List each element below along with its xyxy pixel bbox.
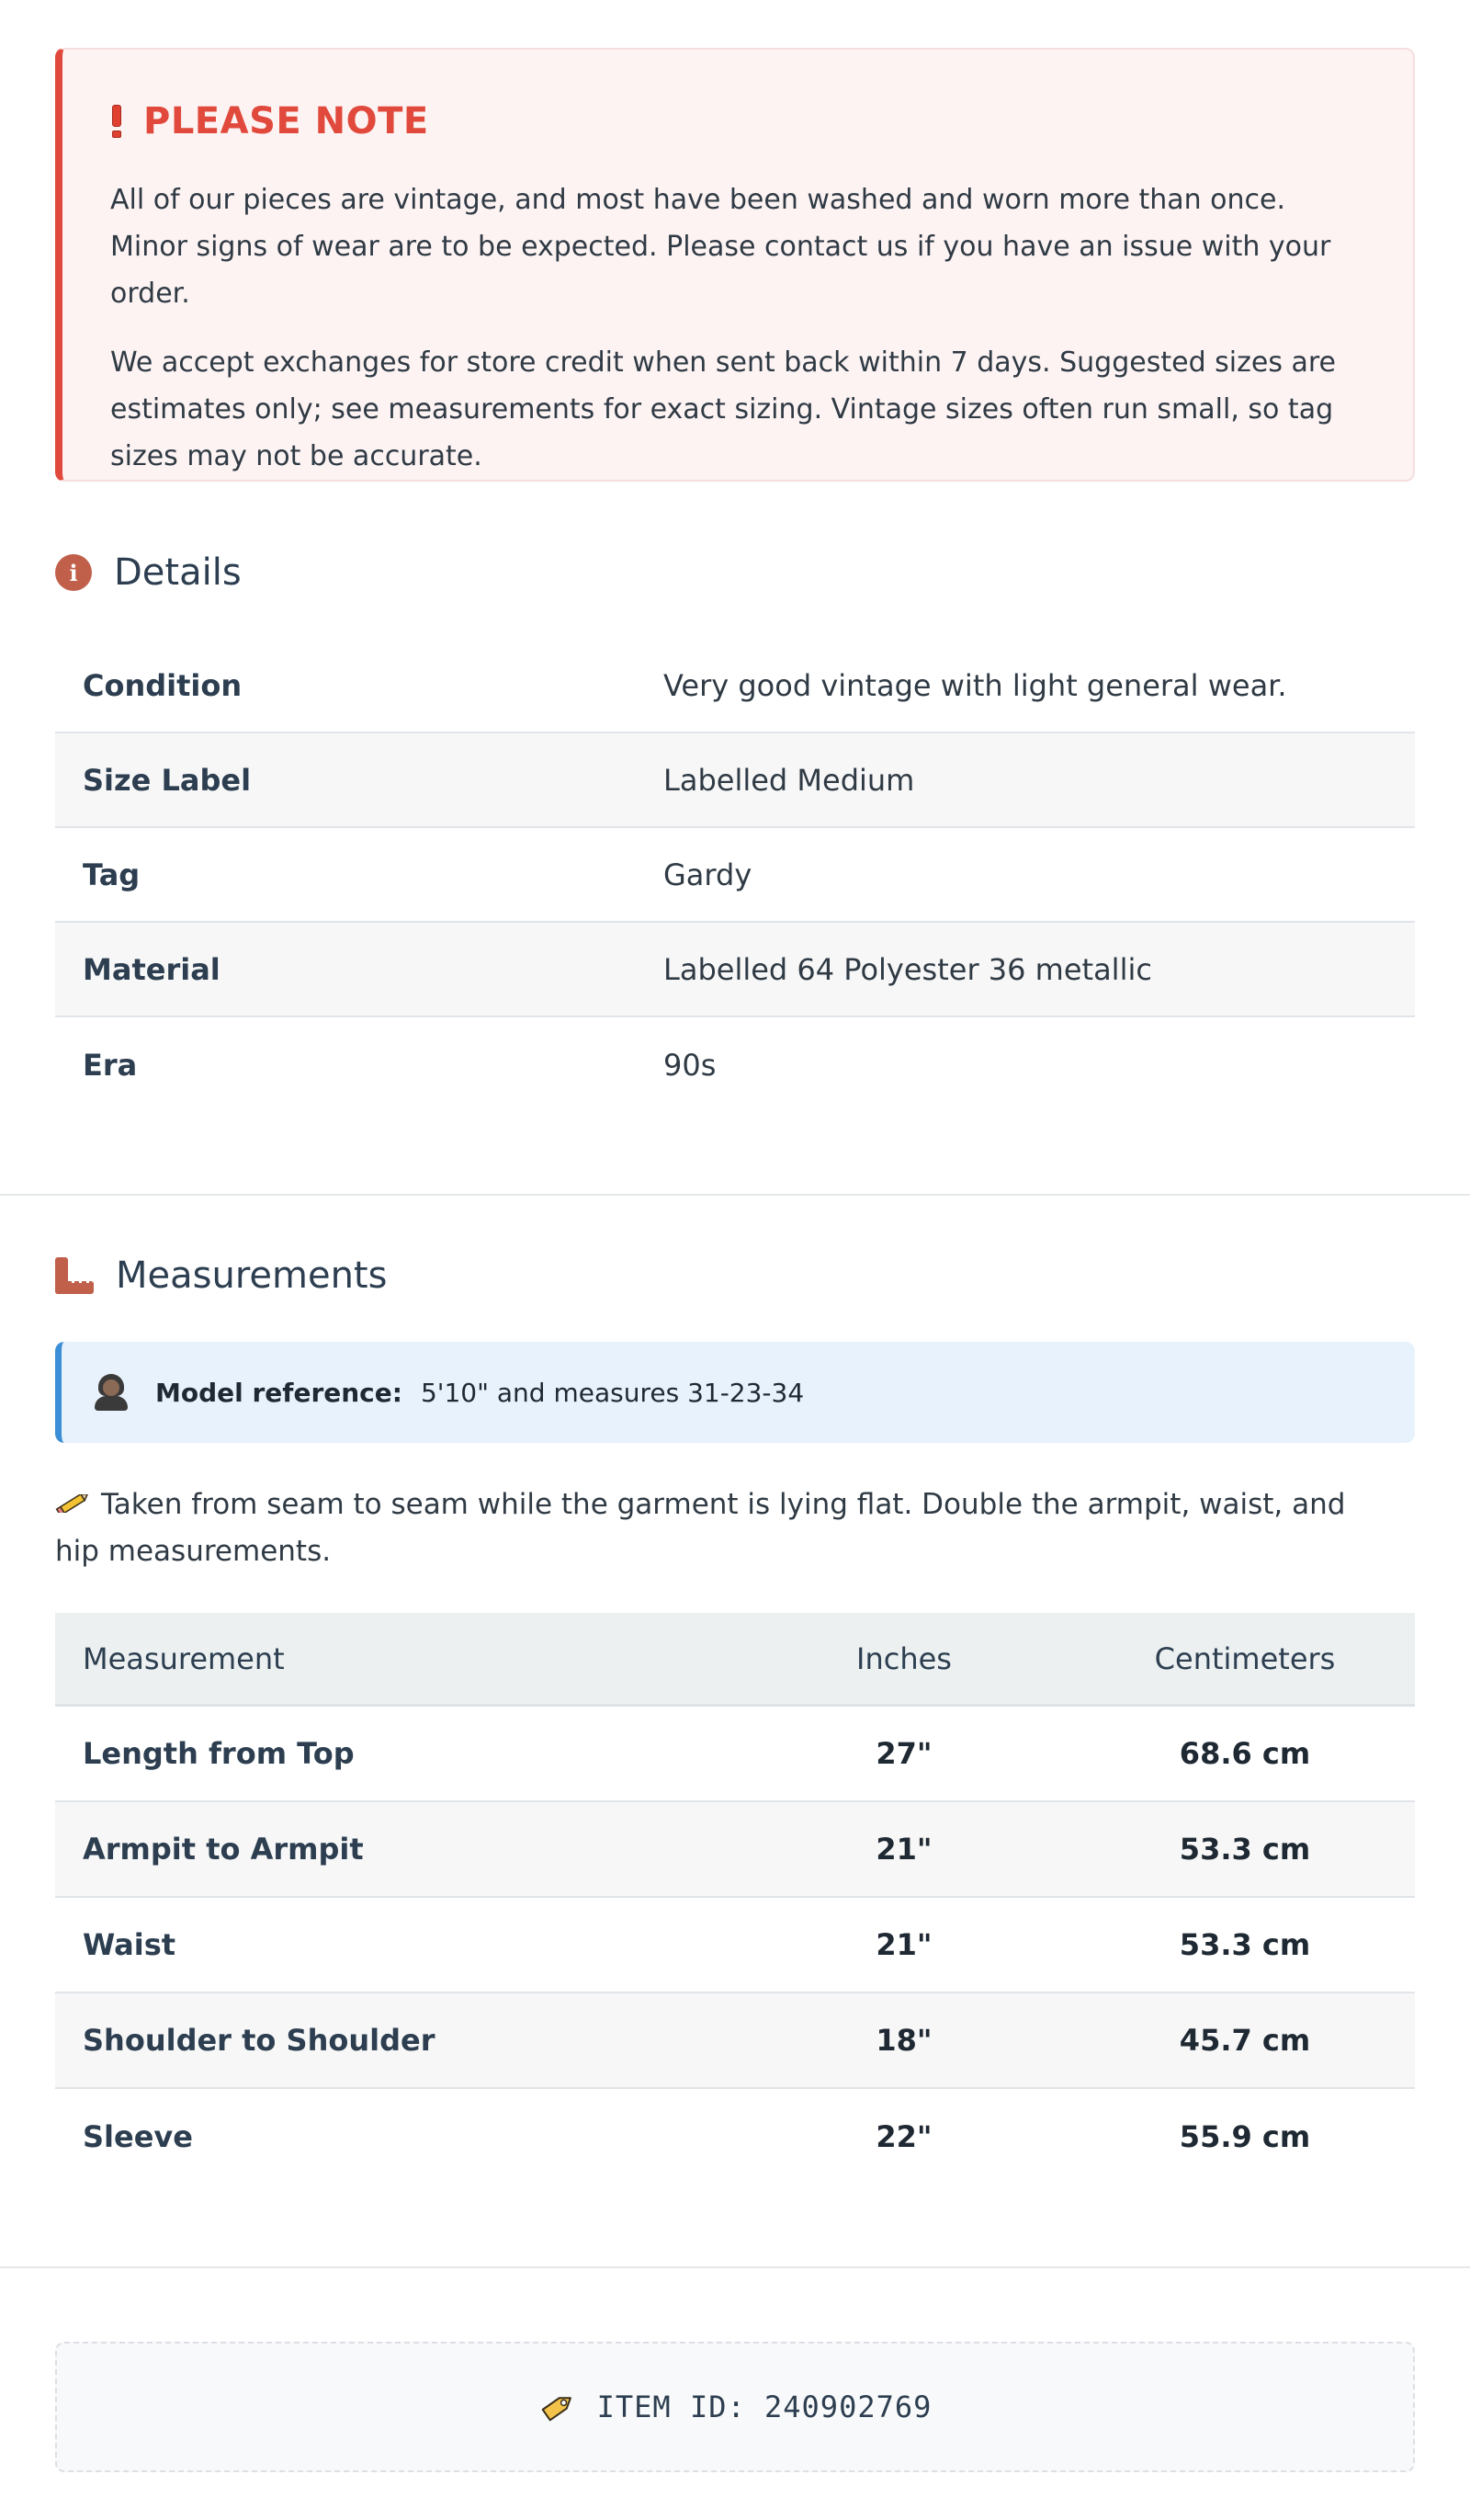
details-value: Gardy — [663, 857, 752, 892]
measurement-inches: 27" — [876, 1736, 933, 1771]
details-table — [55, 639, 1415, 1112]
table-row — [55, 1707, 1415, 1802]
person-icon — [95, 1374, 128, 1411]
measurement-name: Waist — [83, 1927, 176, 1962]
details-value: Very good vintage with light general wear. — [663, 667, 1287, 703]
table-row — [55, 1802, 1415, 1898]
details-row — [55, 1017, 1415, 1112]
notice-paragraph: All of our pieces are vintage, and most have been washed and worn more than once. Minor signs of wear are to be expected. Please contact us if you have an issue with your order. — [110, 184, 1331, 310]
notice-title: PLEASE NOTE — [143, 100, 429, 142]
notice-header — [110, 100, 1365, 142]
measurement-note — [55, 1481, 1378, 1575]
measurement-inches: 22" — [876, 2119, 933, 2154]
measurements-title: Measurements — [116, 1254, 388, 1297]
details-value: Labelled Medium — [663, 762, 915, 798]
details-row — [55, 639, 1415, 733]
section-divider — [0, 2266, 1470, 2268]
details-label: Material — [83, 951, 220, 987]
item-id-box — [55, 2342, 1415, 2472]
details-row — [55, 923, 1415, 1017]
measurements-table — [55, 1613, 1415, 2185]
model-reference — [55, 1342, 1415, 1443]
table-header — [55, 1613, 1415, 1707]
tag-icon — [538, 2388, 577, 2426]
pencil-icon — [55, 1494, 90, 1513]
model-reference-label: Model reference: — [155, 1377, 402, 1408]
measurement-note-text: Taken from seam to seam while the garment is lying flat. Double the armpit, waist, and hip measurements. — [55, 1488, 1346, 1568]
measurement-inches: 21" — [876, 1832, 933, 1867]
item-id-text: ITEM ID: 240902769 — [596, 2389, 933, 2424]
measurements-heading — [55, 1254, 387, 1297]
details-title: Details — [114, 551, 242, 594]
header-measurement: Measurement — [83, 1640, 285, 1676]
info-icon: i — [55, 554, 92, 591]
table-row — [55, 1898, 1415, 1993]
details-value: Labelled 64 Polyester 36 metallic — [663, 951, 1152, 987]
section-divider — [0, 1194, 1470, 1196]
exclamation-icon — [110, 105, 123, 138]
table-row — [55, 1993, 1415, 2089]
measurement-cm: 68.6 cm — [1179, 1736, 1311, 1771]
header-inches: Inches — [856, 1640, 952, 1676]
header-centimeters: Centimeters — [1154, 1640, 1336, 1676]
details-row — [55, 828, 1415, 923]
notice-paragraph: We accept exchanges for store credit when sent back within 7 days. Suggested sizes are estimates only; see measurements for exact sizing. Vintage sizes often run small, so tag sizes may not be accurate. — [110, 346, 1337, 472]
details-row — [55, 733, 1415, 828]
measurement-name: Sleeve — [83, 2119, 193, 2154]
measurement-cm: 45.7 cm — [1179, 2023, 1311, 2058]
measurement-inches: 21" — [876, 1927, 933, 1962]
details-label: Size Label — [83, 762, 252, 798]
measurement-inches: 18" — [876, 2023, 933, 2058]
ruler-icon — [55, 1257, 94, 1294]
measurement-cm: 53.3 cm — [1179, 1927, 1311, 1962]
details-label: Tag — [83, 857, 141, 892]
measurement-cm: 53.3 cm — [1179, 1832, 1311, 1867]
table-row — [55, 2089, 1415, 2185]
model-reference-value: 5'10" and measures 31-23-34 — [420, 1377, 805, 1408]
details-value: 90s — [663, 1047, 717, 1083]
notice-box — [55, 48, 1415, 482]
measurement-cm: 55.9 cm — [1179, 2119, 1311, 2154]
details-label: Condition — [83, 667, 243, 703]
details-label: Era — [83, 1047, 138, 1083]
measurement-name: Shoulder to Shoulder — [83, 2023, 435, 2058]
measurement-name: Length from Top — [83, 1736, 355, 1771]
details-heading — [55, 551, 242, 594]
measurement-name: Armpit to Armpit — [83, 1832, 364, 1867]
